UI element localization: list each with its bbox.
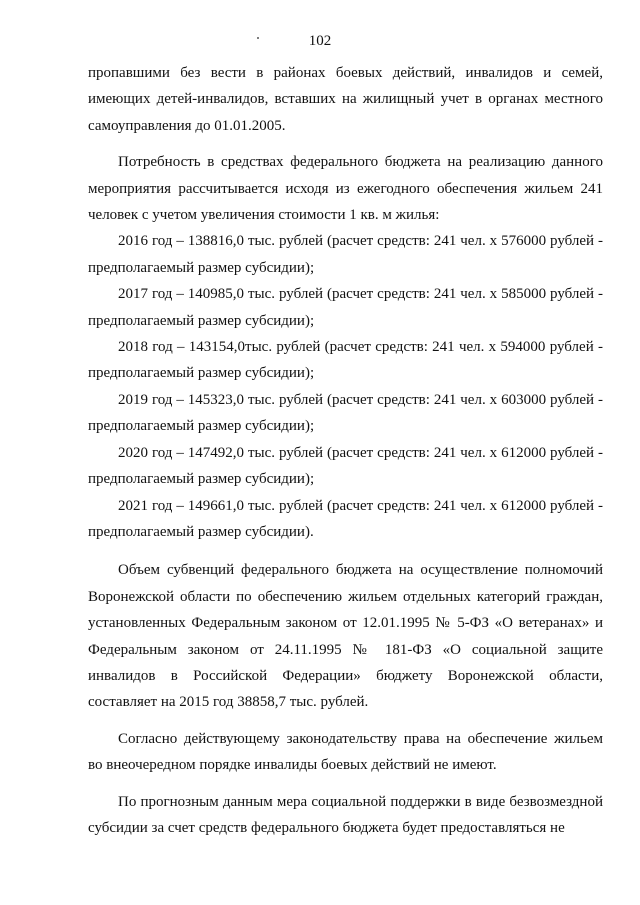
paragraph-continuation: пропавшими без вести в районах боевых действий, инвалидов и семей, имеющих детей-инвалидов, вставших на жилищный учет в органах местного самоуправления до 01.01.2005. bbox=[88, 65, 603, 134]
paragraph-subventions: Объем субвенций федерального бюджета на осуществление полномочий Воронежской области по обеспечению жильем отдельных категорий граждан, установленных Федеральным законом от 12.01.1995 № 5-ФЗ «О ветеранах» и Федеральным законом от 24.11.1995 № 181-ФЗ «О социальной защите инвалидов в Российской Федерации» бюджету Воронежской области, составляет на 2015 год 38858,7 тыс. рублей. bbox=[88, 562, 603, 711]
page-number: 102 bbox=[308, 33, 332, 49]
paragraph-forecast: По прогнозным данным мера социальной поддержки в виде безвозмездной субсидии за счет средств федерального бюджета будет предоставляться не bbox=[88, 793, 603, 836]
paragraph-funding-need: Потребность в средствах федерального бюджета на реализацию данного мероприятия рассчитывается исходя из ежегодного обеспечения жильем 241 человек с учетом увеличения стоимости 1 кв. м жилья: bbox=[88, 154, 603, 224]
paragraph-year-2019: 2019 год – 145323,0 тыс. рублей (расчет средств: 241 чел. х 603000 рублей - предполагаемый размер субсидии); bbox=[88, 391, 603, 435]
paragraph-year-2021: 2021 год – 149661,0 тыс. рублей (расчет средств: 241 чел. х 612000 рублей - предполагаемый размер субсидии). bbox=[88, 497, 603, 540]
paragraph-year-2017: 2017 год – 140985,0 тыс. рублей (расчет средств: 241 чел. х 585000 рублей - предполагаемый размер субсидии); bbox=[88, 286, 603, 329]
paragraph-year-2020: 2020 год – 147492,0 тыс. рублей (расчет средств: 241 чел. х 612000 рублей - предполагаемый размер субсидии); bbox=[88, 444, 603, 488]
paragraph-year-2016: 2016 год – 138816,0 тыс. рублей (расчет средств: 241 чел. х 576000 рублей - предполагаемый размер субсидии); bbox=[88, 233, 603, 276]
paragraph-legislation: Согласно действующему законодательству права на обеспечение жильем во внеочередном порядке инвалиды боевых действий не имеют. bbox=[88, 730, 603, 774]
scan-speck bbox=[257, 37, 259, 39]
document-body bbox=[88, 60, 603, 841]
paragraph-year-2018: 2018 год – 143154,0тыс. рублей (расчет средств: 241 чел. х 594000 рублей - предполагаемый размер субсидии); bbox=[88, 339, 603, 382]
